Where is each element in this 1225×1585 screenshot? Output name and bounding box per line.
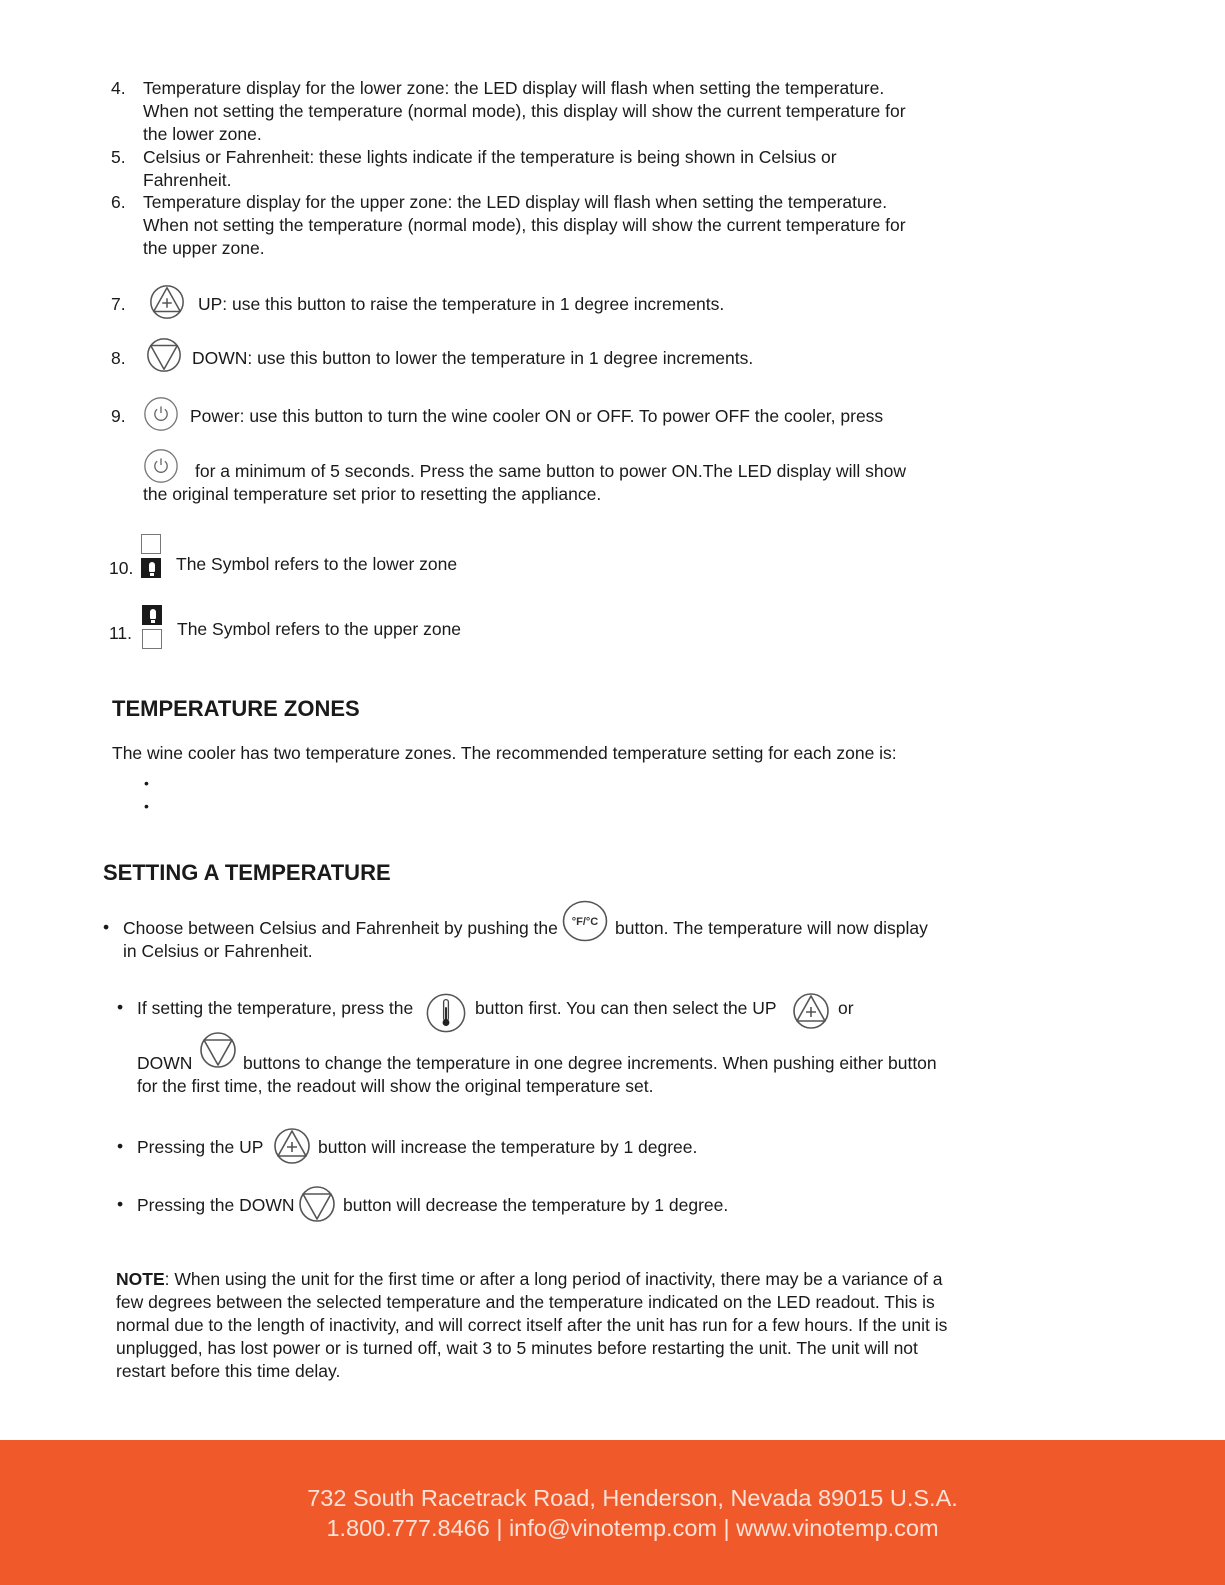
- note-line5: restart before this time delay.: [116, 1361, 341, 1381]
- item4-line1: Temperature display for the lower zone: the LED display will flash when setting the temperature.: [143, 78, 885, 98]
- b1-pre: Choose between Celsius and Fahrenheit by pushing the: [123, 918, 558, 938]
- list-number: 10.: [109, 558, 134, 578]
- item4-line2: When not setting the temperature (normal mode), this display will show the current temperature for: [143, 101, 906, 121]
- item8-text: DOWN: use this button to lower the temperature in 1 degree increments.: [192, 348, 754, 368]
- note-line3: normal due to the length of inactivity, and will correct itself after the unit has run for a few hours. If the unit is: [116, 1315, 948, 1335]
- item7-text: UP: use this button to raise the temperature in 1 degree increments.: [198, 294, 725, 314]
- b3-post: button will increase the temperature by 1 degree.: [318, 1137, 698, 1157]
- up-arrow-icon: [791, 991, 831, 1031]
- item5-line1: Celsius or Fahrenheit: these lights indicate if the temperature is being shown in Celsius or: [143, 147, 837, 167]
- b2-post: or: [838, 998, 854, 1018]
- note-line4: unplugged, has lost power or is turned off, wait 3 to 5 minutes before restarting the unit. The unit will not: [116, 1338, 918, 1358]
- item5-line2: Fahrenheit.: [143, 170, 232, 190]
- item6-line3: the upper zone.: [143, 238, 265, 258]
- bullet: •: [103, 917, 110, 937]
- b3-pre: Pressing the UP: [137, 1137, 264, 1157]
- list-number: 11.: [109, 623, 133, 643]
- upper-zone-icon: [142, 605, 162, 649]
- b2-pre: If setting the temperature, press the: [137, 998, 414, 1018]
- list-number: 5.: [111, 147, 126, 167]
- b1-post: button. The temperature will now display: [615, 918, 928, 938]
- power-icon: [142, 447, 180, 485]
- item4-line3: the lower zone.: [143, 124, 262, 144]
- bullet: •: [144, 775, 149, 791]
- list-number: 8.: [111, 348, 126, 368]
- b2-line2-post: buttons to change the temperature in one degree increments. When pushing either button: [243, 1053, 937, 1073]
- footer-banner: [0, 1440, 1225, 1585]
- b1-line2: in Celsius or Fahrenheit.: [123, 941, 313, 961]
- b2-line2-pre: DOWN: [137, 1053, 193, 1073]
- footer-contact: 1.800.777.8466 | info@vinotemp.com | www.vinotemp.com: [326, 1515, 939, 1541]
- up-arrow-icon: [272, 1126, 312, 1166]
- fahrenheit-celsius-icon: [562, 900, 608, 942]
- down-arrow-icon: [145, 336, 183, 374]
- down-arrow-icon: [297, 1184, 337, 1224]
- b4-post: button will decrease the temperature by 1 degree.: [343, 1195, 729, 1215]
- item6-line1: Temperature display for the upper zone: the LED display will flash when setting the temperature.: [143, 192, 888, 212]
- fc-label: °F/°C: [571, 916, 599, 928]
- bullet: •: [117, 1136, 124, 1156]
- up-arrow-icon: [148, 283, 186, 321]
- list-number: 4.: [111, 78, 126, 98]
- list-number: 9.: [111, 406, 126, 426]
- zones-intro: The wine cooler has two temperature zones. The recommended temperature setting for each zone is:: [112, 743, 897, 763]
- power-icon: [142, 395, 180, 433]
- item9-text3: the original temperature set prior to resetting the appliance.: [143, 484, 602, 504]
- item11-text: The Symbol refers to the upper zone: [177, 619, 462, 639]
- list-number: 7.: [111, 294, 126, 314]
- temperature-zones-heading: TEMPERATURE ZONES: [112, 696, 360, 721]
- footer-address: 732 South Racetrack Road, Henderson, Nevada 89015 U.S.A.: [307, 1485, 958, 1511]
- b2-mid: button first. You can then select the UP: [475, 998, 777, 1018]
- lower-zone-icon: [141, 534, 161, 578]
- note-line2: few degrees between the selected temperature and the temperature indicated on the LED readout. This is: [116, 1292, 935, 1312]
- bullet: •: [144, 798, 149, 814]
- note-line1: [116, 1268, 942, 1291]
- b2-line3: for the first time, the readout will show the original temperature set.: [137, 1076, 654, 1096]
- note-label: NOTE: [116, 1269, 165, 1289]
- item10-text: The Symbol refers to the lower zone: [176, 554, 458, 574]
- down-arrow-icon: [198, 1030, 238, 1070]
- setting-temperature-heading: SETTING A TEMPERATURE: [103, 860, 391, 885]
- bullet: •: [117, 997, 124, 1017]
- bullet: •: [117, 1194, 124, 1214]
- item6-line2: When not setting the temperature (normal mode), this display will show the current temperature for: [143, 215, 906, 235]
- note-line1-text: : When using the unit for the first time or after a long period of inactivity, there may be a variance of a: [164, 1269, 943, 1289]
- list-number: 6.: [111, 192, 126, 212]
- thermometer-icon: [425, 992, 467, 1034]
- item9-text2: for a minimum of 5 seconds. Press the same button to power ON.The LED display will show: [195, 461, 906, 481]
- b4-pre: Pressing the DOWN: [137, 1195, 295, 1215]
- item9-text1: Power: use this button to turn the wine cooler ON or OFF. To power OFF the cooler, press: [190, 406, 884, 426]
